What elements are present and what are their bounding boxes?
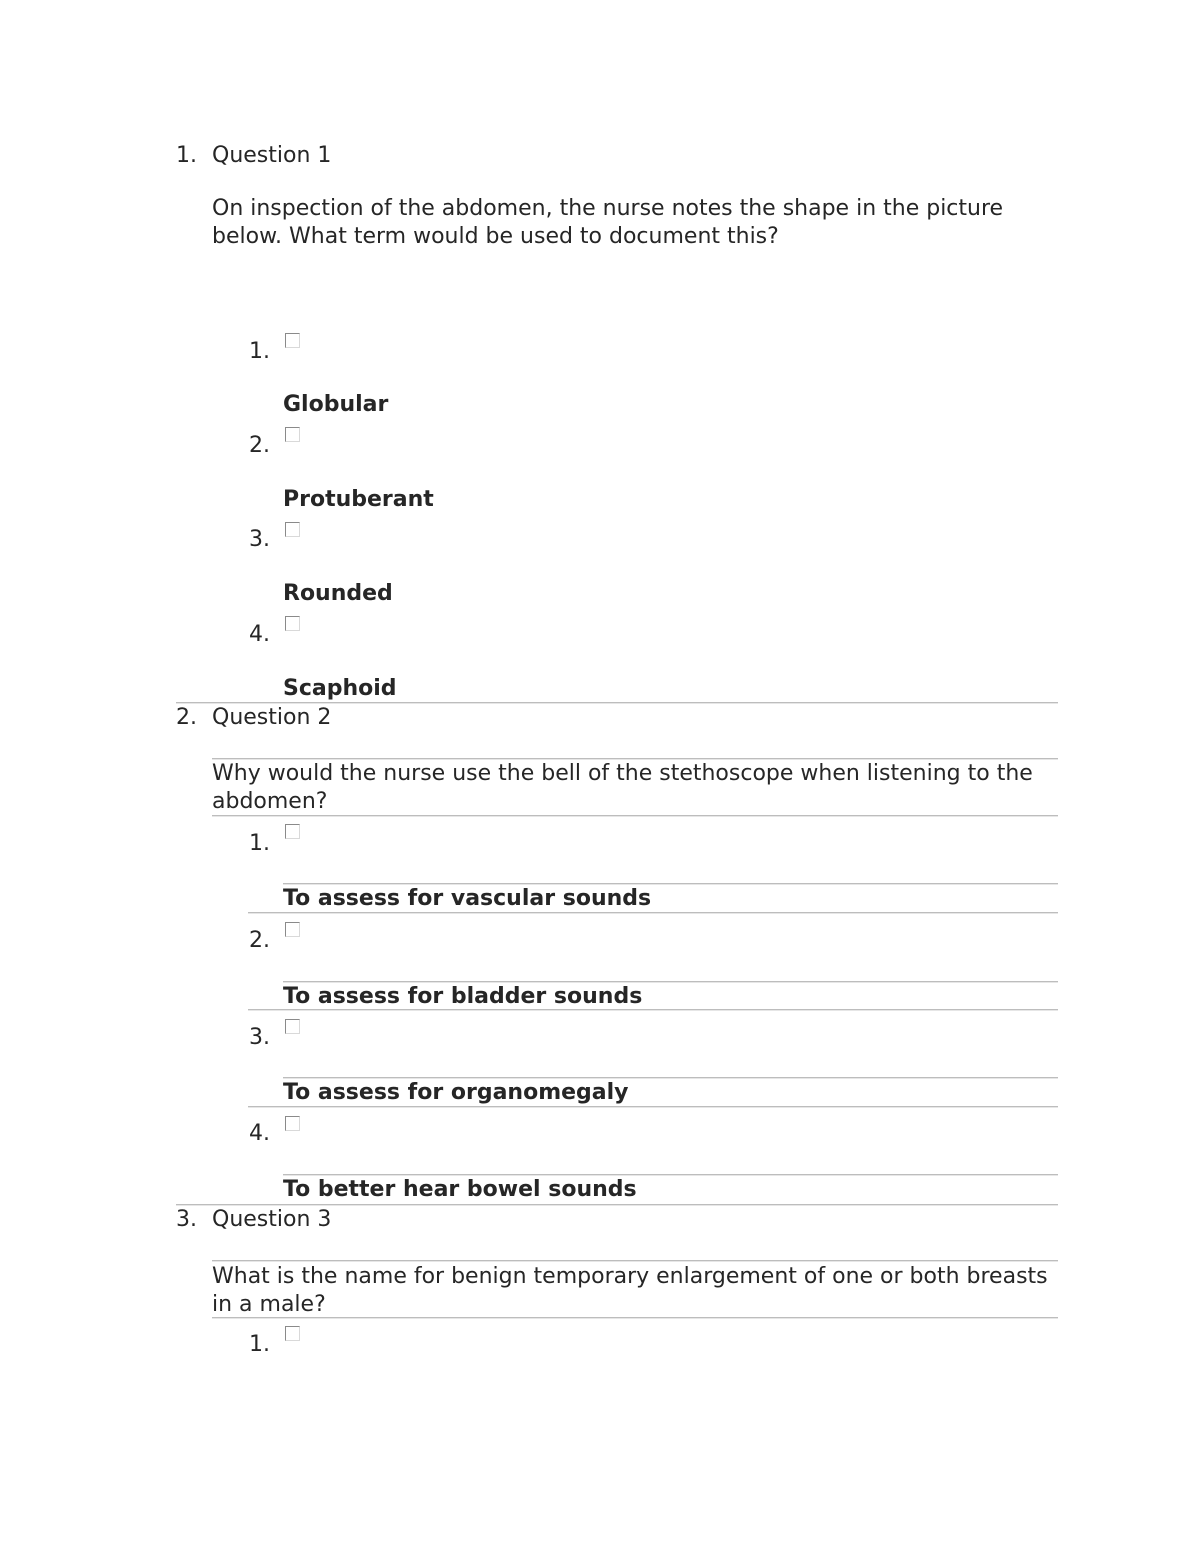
option-label: Scaphoid xyxy=(283,676,397,701)
divider xyxy=(283,981,1058,983)
question-text: What is the name for benign temporary enlargement of one or both breasts in a male? xyxy=(212,1264,1048,1317)
divider xyxy=(212,1317,1058,1319)
option-checkbox[interactable] xyxy=(285,522,300,537)
divider xyxy=(283,1077,1058,1079)
option-number: 1. xyxy=(249,831,270,856)
option-label: Globular xyxy=(283,392,389,417)
question-title: Question 2 xyxy=(212,705,332,730)
divider xyxy=(212,815,1058,817)
question-title: Question 3 xyxy=(212,1207,332,1232)
question-number: 2. xyxy=(176,705,197,730)
option-label: To assess for organomegaly xyxy=(283,1080,629,1105)
option-label: Rounded xyxy=(283,581,393,606)
divider xyxy=(283,1174,1058,1176)
option-label: To better hear bowel sounds xyxy=(283,1177,637,1202)
question-number: 3. xyxy=(176,1207,197,1232)
question-text: On inspection of the abdomen, the nurse notes the shape in the picture below. What term would be used to document this? xyxy=(212,196,1004,249)
option-number: 2. xyxy=(249,928,270,953)
option-checkbox[interactable] xyxy=(285,1326,300,1341)
divider xyxy=(283,883,1058,885)
option-label: Protuberant xyxy=(283,487,434,512)
option-number: 2. xyxy=(249,433,270,458)
divider xyxy=(176,702,1058,704)
divider xyxy=(248,912,1058,914)
option-checkbox[interactable] xyxy=(285,427,300,442)
divider xyxy=(248,1106,1058,1108)
option-number: 1. xyxy=(249,339,270,364)
option-checkbox[interactable] xyxy=(285,1116,300,1131)
option-number: 3. xyxy=(249,1025,270,1050)
divider xyxy=(212,1260,1058,1262)
option-number: 4. xyxy=(249,1121,270,1146)
option-number: 3. xyxy=(249,527,270,552)
option-checkbox[interactable] xyxy=(285,922,300,937)
question-text: Why would the nurse use the bell of the stethoscope when listening to the abdomen? xyxy=(212,761,1033,814)
option-number: 4. xyxy=(249,622,270,647)
option-number: 1. xyxy=(249,1332,270,1357)
option-label: To assess for vascular sounds xyxy=(283,886,652,911)
option-checkbox[interactable] xyxy=(285,333,300,348)
question-title: Question 1 xyxy=(212,143,332,168)
option-checkbox[interactable] xyxy=(285,1019,300,1034)
option-checkbox[interactable] xyxy=(285,616,300,631)
question-number: 1. xyxy=(176,143,197,168)
divider xyxy=(176,1204,1058,1206)
option-checkbox[interactable] xyxy=(285,824,300,839)
option-label: To assess for bladder sounds xyxy=(283,984,643,1009)
divider xyxy=(248,1009,1058,1011)
